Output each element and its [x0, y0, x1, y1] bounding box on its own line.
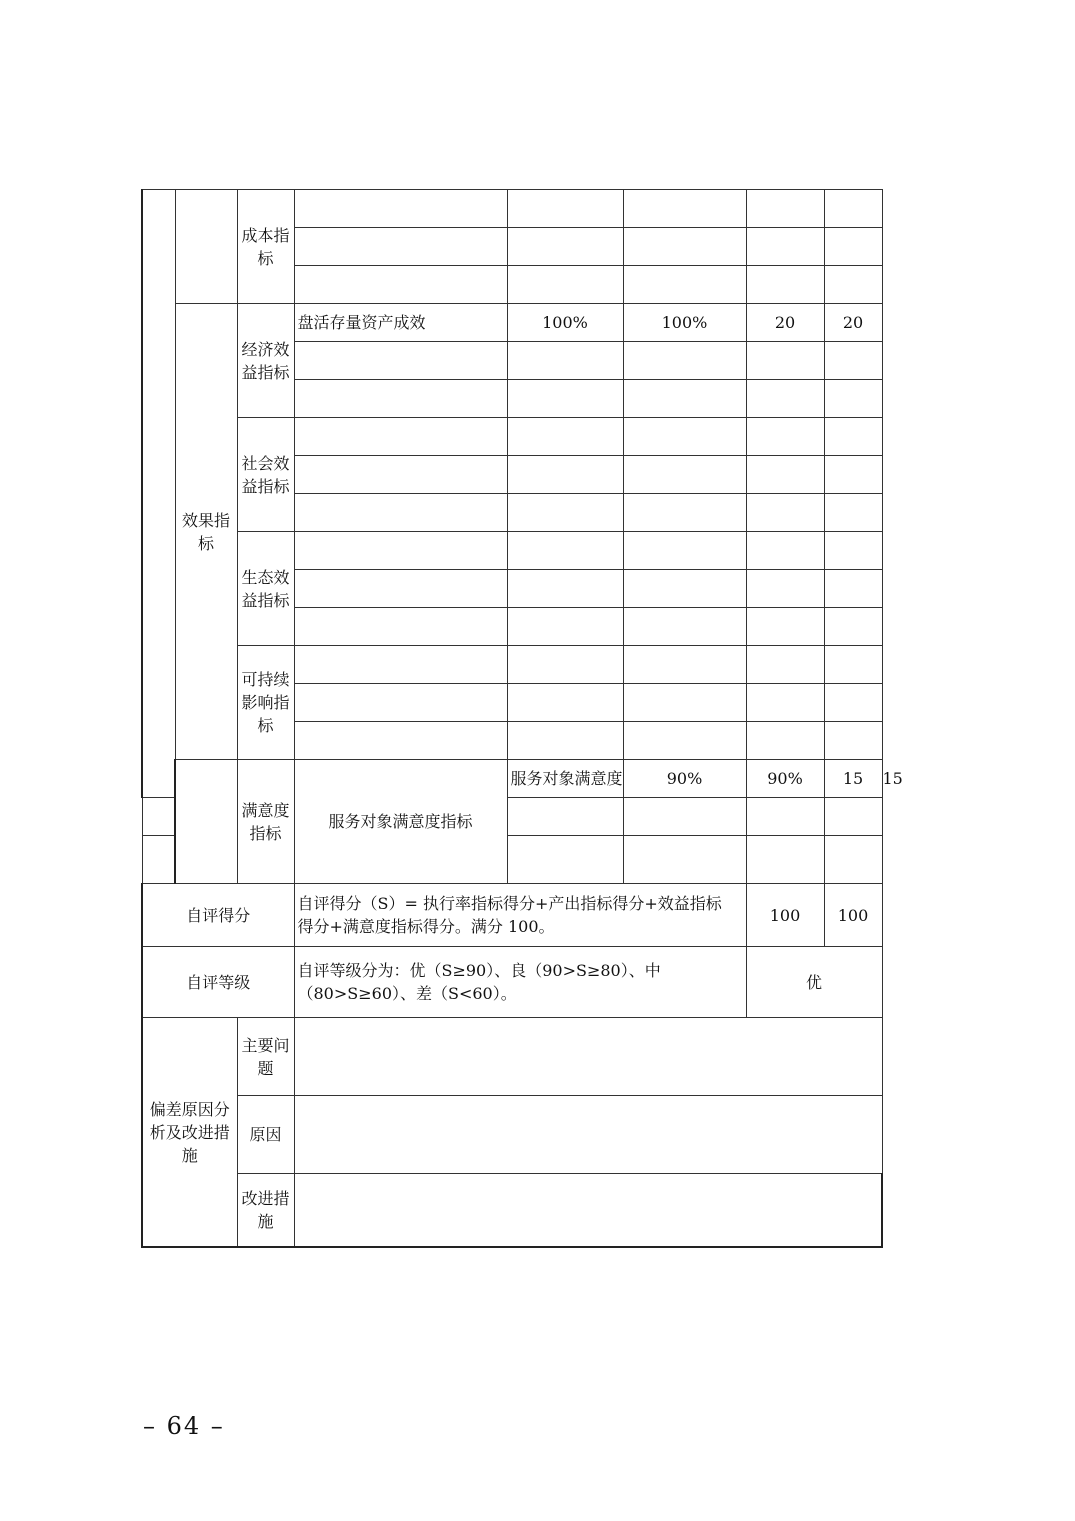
self-score-label: 自评得分 — [142, 884, 294, 947]
weight-value: 20 — [746, 304, 824, 342]
target-value: 100% — [507, 304, 623, 342]
improvement-label: 改进措施 — [237, 1174, 294, 1248]
self-grade-label: 自评等级 — [142, 947, 294, 1018]
weight-value: 15 — [824, 760, 882, 798]
effect-indicator-label: 效果指标 — [175, 304, 237, 760]
improvement-content — [294, 1174, 882, 1248]
page-number: – 64 – — [143, 1412, 225, 1440]
service-satisfaction-label: 服务对象满意度指标 — [294, 760, 507, 884]
self-grade-value: 优 — [746, 947, 882, 1018]
social-benefit-label: 社会效益指标 — [237, 418, 294, 532]
sustainable-impact-label: 可持续影响指标 — [237, 646, 294, 760]
self-grade-desc: 自评等级分为：优（S≥90）、良（90>S≥80）、中（80>S≥60）、差（S<60）。 — [294, 947, 746, 1018]
performance-table: 成本指标 效果指标 经济效益指标 盘活存量资产成效 100% 100% 20 20 社会效益指标 生态效益指标 可持续影响指标 满意度指标 服务对象满意度指标 服务对象满意度 90% 90% 15 15 自评得分 自评得分（S）= 执行率指标得分+产出指标得分+效益指标得分+满意度指标得分。满分 100。 100 100 自评等级 自评等级分为：优（S≥90）、良（90>S≥80）、中（80>S≥60）、差（S<60）。 优 偏差原因分析及改进措施 主要问题 原因 改进措施 — [141, 189, 883, 1248]
reason-label: 原因 — [237, 1096, 294, 1174]
indicator-name: 服务对象满意度 — [507, 760, 623, 798]
target-value: 90% — [623, 760, 746, 798]
self-score-value: 100 — [824, 884, 882, 947]
ecological-benefit-label: 生态效益指标 — [237, 532, 294, 646]
self-score-formula: 自评得分（S）= 执行率指标得分+产出指标得分+效益指标得分+满意度指标得分。满分 100。 — [294, 884, 746, 947]
actual-value: 90% — [746, 760, 824, 798]
indicator-name: 盘活存量资产成效 — [294, 304, 507, 342]
cost-level1-cell — [175, 190, 237, 304]
main-problem-label: 主要问题 — [237, 1018, 294, 1096]
score-value: 20 — [824, 304, 882, 342]
outer-category-cell-2 — [175, 760, 237, 884]
outer-category-cell — [142, 190, 175, 798]
reason-content — [294, 1096, 882, 1174]
main-problem-content — [294, 1018, 882, 1096]
deviation-label: 偏差原因分析及改进措施 — [142, 1018, 237, 1248]
self-score-weight: 100 — [746, 884, 824, 947]
cost-indicator-label: 成本指标 — [237, 190, 294, 304]
economic-benefit-label: 经济效益指标 — [237, 304, 294, 418]
actual-value: 100% — [623, 304, 746, 342]
satisfaction-indicator-label: 满意度指标 — [237, 760, 294, 884]
